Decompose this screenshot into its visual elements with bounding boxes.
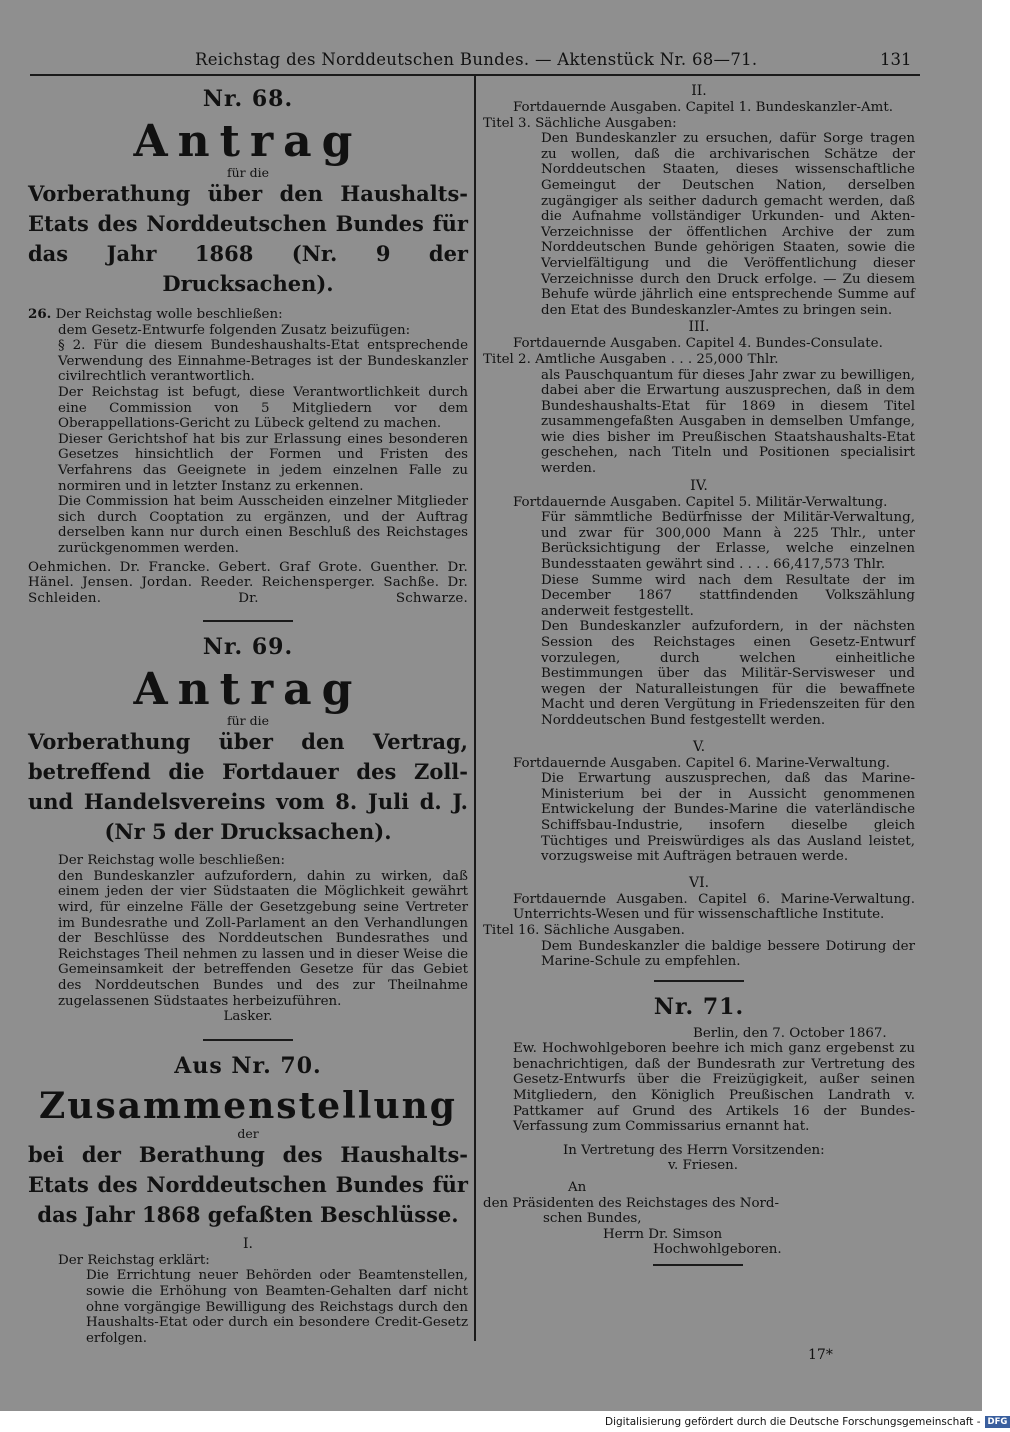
separator — [654, 980, 744, 982]
fuer-die-69: für die — [226, 713, 270, 729]
paragraph: Der Reichstag ist befugt, diese Verantwortlichkeit durch eine Commission von 5 Mitgliedern vor dem Oberappellations-Gericht zu Lübeck geltend zu machen. — [58, 384, 468, 432]
paragraph: Der Reichstag wolle beschließen: — [58, 853, 286, 869]
letter-closing: In Vertretung des Herrn Vorsitzenden: — [563, 1142, 825, 1158]
page-number: 131 — [880, 50, 912, 69]
paragraph: als Pauschquantum für dieses Jahr zwar zu bewilligen, dabei aber die Erwartung auszusprechen, daß in dem Bundeshaushalts-Etat für 1869 in diesem Titel zusammengefaßten Ausgaben in demselben Umfange, wie dies bisher im Preußischen Staatshaushalts-Etat geschehen, nach Titeln und Positionen specialisirt werden. — [541, 367, 915, 477]
footer-text: Digitalisierung gefördert durch die Deutsche Forschungsgemeinschaft - — [605, 1416, 981, 1428]
paragraph: Die Commission hat beim Ausscheiden einzelner Mitglieder sich durch Cooptation zu ergänzen, und der Auftrag derselben kann nur durch einen Beschluß des Reichstages zurückgenommen werden. — [58, 494, 468, 556]
column-divider — [474, 76, 476, 1341]
doc-kind-70: Zusammenstellung — [39, 1084, 457, 1127]
address-an: An — [568, 1180, 587, 1196]
doc-kind-69: Antrag — [133, 664, 363, 716]
section-titel: Titel 3. Sächliche Ausgaben: — [483, 115, 677, 131]
section-head: Fortdauernde Ausgaben. Capitel 5. Militär-Verwaltung. — [513, 494, 888, 510]
fuer-die-68: für die — [226, 165, 270, 180]
letter-date: Berlin, den 7. October 1867. — [693, 1025, 887, 1041]
separator — [203, 1039, 293, 1041]
section-head: Fortdauernde Ausgaben. Capitel 6. Marine-Verwaltung. — [513, 755, 891, 771]
section-head: Fortdauernde Ausgaben. Capitel 6. Marine-Verwaltung. Unterrichts-Wesen und für wissenschaftliche Institute. — [513, 891, 915, 923]
paragraph: dem Gesetz-Entwurfe folgenden Zusatz beizufügen: — [58, 322, 411, 338]
doc-number-71: Nr. 71. — [653, 993, 745, 1020]
section-head: Fortdauernde Ausgaben. Capitel 4. Bundes-Consulate. — [513, 336, 883, 352]
paragraph: Für sämmtliche Bedürfnisse der Militär-Verwaltung, und zwar für 300,000 Mann à 225 Thlr., unter Berücksichtigung der Erlasse, welche einzelnen Bundesstaaten gewährt sind . . . . 66,417,573 Thlr. — [541, 510, 915, 573]
paragraph: Der Reichstag erklärt: — [58, 1252, 210, 1268]
der-label: der — [237, 1125, 259, 1141]
roman-numeral: II. — [691, 83, 707, 99]
paragraph: Die Errichtung neuer Behörden oder Beamtenstellen, sowie die Erhöhung von Beamten-Gehalten darf nicht ohne vorgängige Bewilligung des Reichstags durch den Haushalts-Etat oder durch ein besondere Credit-Gesetz erfolgen. — [86, 1268, 468, 1346]
doc-number-69: Nr. 69. — [202, 634, 294, 661]
doc-kind-68: Antrag — [133, 116, 363, 167]
address-line: den Präsidenten des Reichstages des Nord- — [483, 1195, 780, 1211]
running-title: Reichstag des Norddeutschen Bundes. — Aktenstück Nr. 68—71. — [195, 50, 758, 69]
address-line: Hochwohlgeboren. — [653, 1242, 782, 1258]
roman-numeral: III. — [688, 319, 710, 336]
roman-numeral: I. — [243, 1235, 253, 1252]
roman-numeral: VI. — [688, 874, 710, 891]
separator — [203, 620, 293, 622]
doc-number-68: Nr. 68. — [202, 86, 294, 112]
separator — [653, 1264, 743, 1266]
section-titel: Titel 2. Amtliche Ausgaben . . . 25,000 Thlr. — [483, 351, 779, 367]
paragraph: 26. Der Reichstag wolle beschließen: — [28, 306, 283, 322]
item-number: 26. — [28, 306, 52, 322]
right-column — [483, 82, 915, 1266]
page-header — [0, 44, 982, 72]
signature-mark: 17* — [808, 1347, 833, 1363]
address-line: Herrn Dr. Simson — [603, 1226, 723, 1242]
paragraph: § 2. Für die diesem Bundeshaushalts-Etat entsprechende Verwendung des Einnahme-Betrages ist der Bundeskanzler civilrechtlich verantwortlich. — [58, 338, 468, 385]
paragraph: Diese Summe wird nach dem Resultate der im December 1867 stattfindenden Volkszählung anderweit festgestellt. — [541, 572, 915, 619]
doc-number-70: Aus Nr. 70. — [174, 1052, 322, 1079]
section-head: Fortdauernde Ausgaben. Capitel 1. Bundeskanzler-Amt. — [513, 100, 893, 115]
left-column — [28, 82, 468, 1346]
paragraph: Den Bundeskanzler zu ersuchen, dafür Sorge tragen zu wollen, daß die archivarischen Schätze der Norddeutschen Staaten, dieses wissenschaftliche Gemeingut der Deutschen Nation, derselben zugängiger als seither dadurch gemacht werden, daß die Aufnahme vollständiger Urkunden- und Akten-Verzeichnisse der öffentlichen Archive der zum Norddeutschen Bunde gehörigen Staaten, sowie die Vervielfältigung und die Veröffentlichung dieser Verzeichnisse durch den Druck erfolge. — Zu diesem Behufe würde jährlich eine entsprechende Summe auf den Etat des Bundeskanzler-Amtes zu bringen sein. — [541, 131, 915, 318]
letter-body: Ew. Hochwohlgeboren beehre ich mich ganz ergebenst zu benachrichtigen, daß der Bundesrath zur Vertretung des Gesetz-Entwurfs über die Freizügigkeit, außer seinen Mitgliedern, den Königlich Preußischen Landrath v. Pattkamer auf Grund des Artikels 16 der Bundes-Verfassung zum Commissarius ernannt hat. — [513, 1041, 915, 1135]
paragraph: Dieser Gerichtshof hat bis zur Erlassung eines besonderen Gesetzes hinsichtlich der Formen und Fristen des Verfahrens das Geeignete in jedem einzelnen Falle zu normiren und in letzter Instanz zu erkennen. — [58, 431, 468, 494]
doc-subtitle-69: Vorberathung über den Vertrag, betreffend die Fortdauer des Zoll- und Handelsvereins vom 8. Juli d. J. (Nr 5 der Drucksachen). — [28, 729, 468, 845]
paragraph: Dem Bundeskanzler die baldige bessere Dotirung der Marine-Schule zu empfehlen. — [541, 938, 915, 970]
doc-subtitle-70: bei der Berathung des Haushalts-Etats des Norddeutschen Bundes für das Jahr 1868 gefaßten Beschlüsse. — [28, 1141, 468, 1227]
doc-subtitle-68: Vorberathung über den Haushalts-Etats des Norddeutschen Bundes für das Jahr 1868 (Nr. 9 der Drucksachen). — [28, 181, 468, 296]
signature-lasker: Lasker. — [223, 1009, 273, 1025]
letter-signer: v. Friesen. — [668, 1158, 739, 1174]
address-line: schen Bundes, — [543, 1211, 642, 1227]
dfg-logo: DFG — [985, 1416, 1010, 1428]
section-titel: Titel 16. Sächliche Ausgaben. — [483, 922, 685, 938]
roman-numeral: IV. — [690, 477, 708, 494]
paragraph: Die Erwartung auszusprechen, daß das Marine-Ministerium bei der in Aussicht genommenen Entwickelung der Bundes-Marine die vaterländische Schiffsbau-Industrie, insofern dieselbe gleich Tüchtiges und Preiswürdiges als das Ausland leistet, vorzugsweise mit Aufträgen betrauen werde. — [541, 771, 915, 865]
signatories: Oehmichen. Dr. Francke. Gebert. Graf Grote. Guenther. Dr. Hänel. Jensen. Jordan. Reeder. Reichensperger. Sachße. Dr. Schleiden. Dr. Schwarze. — [28, 559, 468, 606]
paragraph: den Bundeskanzler aufzufordern, dahin zu wirken, daß einem jeden der vier Südstaaten die Möglichkeit gewährt wird, für einzelne Fälle der Gesetzgebung seine Vertreter im Bundesrathe und Zoll-Parlament an den Verhandlungen der Beschlüsse des Norddeutschen Bundesrathes und Reichstages Theil nehmen zu lassen und in dieser Weise die Gemeinsamkeit der betreffenden Gesetze für das Gebiet des Norddeutschen Bundes und des zur Theilnahme zugelassenen Südstaates herbeizuführen. — [58, 868, 468, 1009]
roman-numeral: V. — [692, 738, 706, 755]
paragraph: Den Bundeskanzler aufzufordern, in der nächsten Session des Reichstages einen Gesetz-Entwurf vorzulegen, durch welchen einheitliche Bestimmungen über das Militär-Servisweser und wegen der Naturalleistungen für die bewaffnete Macht und deren Vergütung in Friedenszeiten für den Norddeutschen Bund festgestellt werden. — [541, 619, 915, 728]
funding-footer — [605, 1416, 1010, 1428]
